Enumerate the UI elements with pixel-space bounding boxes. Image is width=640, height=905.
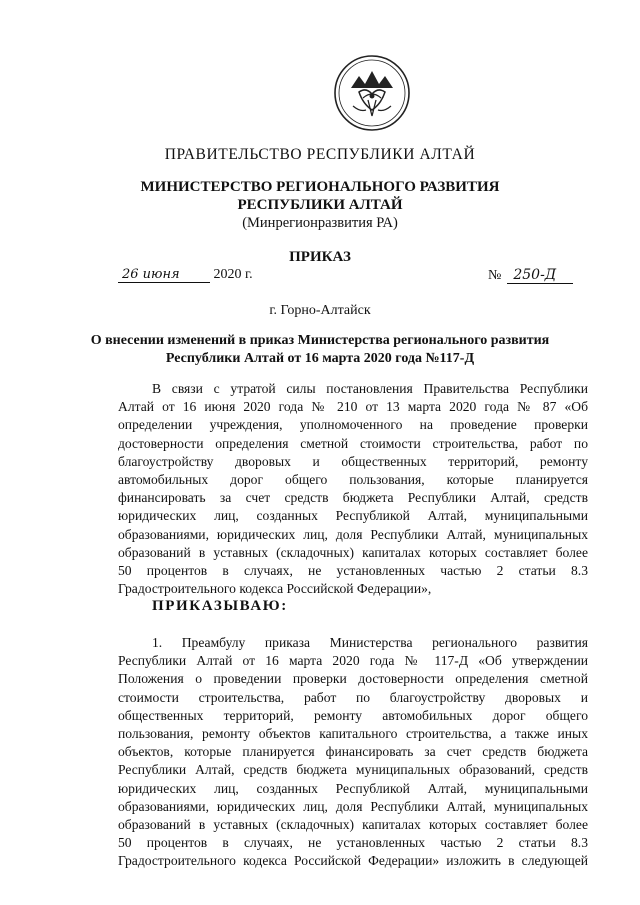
text-line: Республики Алтай от 16 марта 2020 года № 117-Д «Об утверждении — [118, 653, 588, 669]
text-line: образованиями, юридических лиц, доля Республики Алтай, муниципальных — [118, 798, 588, 814]
text-line: автомобильных дорог общего пользования, которые планируется — [118, 471, 588, 487]
date-year: 2020 г. — [213, 267, 253, 282]
document-type-title: ПРИКАЗ — [289, 249, 351, 265]
text-line: Республики Алтай, средств бюджета муниципальных образований, средств — [118, 762, 588, 778]
clause-1-paragraph — [118, 634, 588, 870]
text-line: пользования, ремонту объектов капитального строительства, а также иных — [118, 725, 588, 741]
text-line: 50 процентов в случаях, не установленных частью 2 статьи 8.3 — [118, 562, 588, 578]
ministry-title-line1: МИНИСТЕРСТВО РЕГИОНАЛЬНОГО РАЗВИТИЯ — [140, 179, 500, 195]
text-line: стоимости строительства, работ по благоустройству дворовых и — [118, 689, 588, 705]
order-subject-line1: О внесении изменений в приказ Министерства регионального развития — [90, 333, 550, 348]
handwritten-number: 250-Д — [507, 267, 573, 284]
decree-word: ПРИКАЗЫВАЮ: — [152, 598, 288, 614]
text-line: 50 процентов в случаях, не установленных частью 2 статьи 8.3 — [118, 835, 588, 851]
text-line: Градостроительного кодекса Российской Федерации», — [118, 581, 432, 597]
text-line: достоверности определения сметной стоимости строительства, работ по — [118, 435, 588, 451]
ministry-short-name: (Минрегионразвития РА) — [242, 215, 398, 231]
text-line: Алтай от 16 июня 2020 года № 210 от 13 марта 2020 года № 87 «Об — [118, 399, 588, 415]
text-line: объектов, которые планируется финансировать за счет средств бюджета — [118, 744, 588, 760]
order-number — [488, 267, 573, 284]
text-line: финансировать за счет средств бюджета Республики Алтай, средств — [118, 490, 588, 506]
text-line: образований в уставных (складочных) капиталах которых составляет более — [118, 816, 588, 832]
handwritten-date: 26 июня — [118, 267, 210, 283]
text-line: образованиями, юридических лиц, доля Республики Алтай, муниципальных — [118, 526, 588, 542]
text-line: Градостроительного кодекса Российской Федерации» изложить в следующей — [118, 853, 588, 869]
text-line: Положения о проведении проверки достоверности определения сметной — [118, 671, 588, 687]
order-date — [118, 267, 253, 283]
text-line: 1. Преамбулу приказа Министерства регионального развития — [152, 635, 588, 650]
order-subject-line2: Республики Алтай от 16 марта 2020 года №117-Д — [165, 351, 475, 366]
text-line: В связи с утратой силы постановления Правительства Республики — [152, 381, 588, 396]
number-prefix: № — [488, 268, 502, 283]
text-line: благоустройству дворовых и общественных территорий, ремонту — [118, 453, 588, 469]
ministry-title-line2: РЕСПУБЛИКИ АЛТАЙ — [237, 197, 403, 213]
text-line: образований в уставных (складочных) капиталах которых составляет более — [118, 544, 588, 560]
text-line: определении учреждения, уполномоченного на проведение проверки — [118, 417, 588, 433]
text-line: общественных территорий, ремонту автомобильных дорог общего — [118, 707, 588, 723]
preamble-paragraph — [118, 380, 588, 598]
text-line: юридических лиц, созданных Республикой Алтай, муниципальными — [118, 508, 588, 524]
city-name: г. Горно-Алтайск — [269, 303, 371, 318]
government-title: ПРАВИТЕЛЬСТВО РЕСПУБЛИКИ АЛТАЙ — [164, 146, 476, 163]
republic-altai-coat-of-arms-icon — [333, 54, 411, 132]
text-line: юридических лиц, созданных Республикой Алтай, муниципальными — [118, 780, 588, 796]
